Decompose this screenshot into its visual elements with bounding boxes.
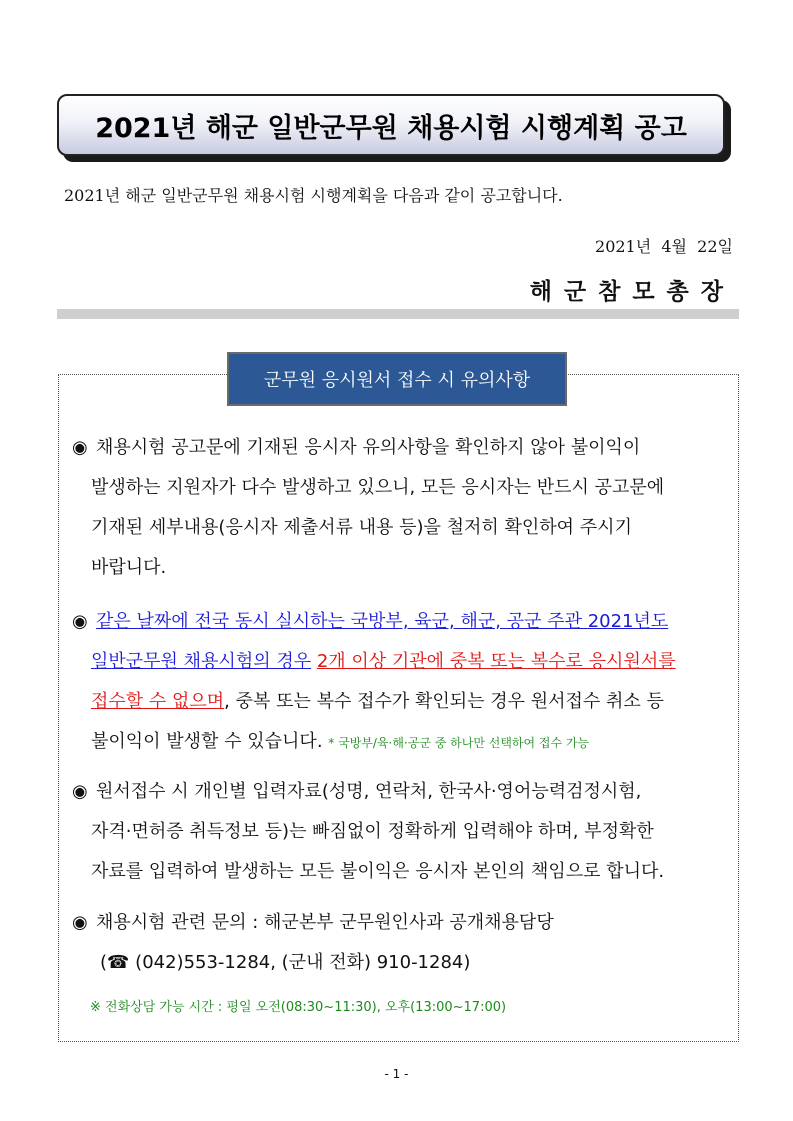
paragraph-line: ◉ 원서접수 시 개인별 입력자료(성명, 연락처, 한국사·영어능력검정시험, <box>72 772 740 812</box>
highlight-blue: 일반군무원 채용시험의 경우 <box>91 651 312 672</box>
contact-phone: (☎ (042)553-1284, (군내 전화) 910-1284) <box>100 952 471 973</box>
bullet-icon: ◉ <box>72 437 88 458</box>
divider-bar <box>57 309 739 319</box>
notice-title: 군무원 응시원서 접수 시 유의사항 <box>227 352 567 406</box>
notice-paragraph-2 <box>72 602 740 762</box>
announcement-date: 2021년 4월 22일 <box>595 237 733 256</box>
footnote: ※ 전화상담 가능 시간 : 평일 오전(08:30~11:30), 오후(13:00~17:00) <box>90 1000 507 1015</box>
notice-paragraph-3 <box>72 772 740 892</box>
title-banner <box>57 94 725 156</box>
paragraph-line: 기재된 세부내용(응시자 제출서류 내용 등)을 철저히 확인하여 주시기 <box>91 517 632 538</box>
page-title: 2021년 해군 일반군무원 채용시험 시행계획 공고 <box>57 94 725 156</box>
paragraph-line: 발생하는 지원자가 다수 발생하고 있으니, 모든 응시자는 반드시 공고문에 <box>91 477 665 498</box>
paragraph-line: 불이익이 발생할 수 있습니다. * 국방부/육·해·공군 중 하나만 선택하여 접수 가능 <box>91 731 590 752</box>
paragraph-line <box>72 602 740 642</box>
paragraph-line: ◉ 채용시험 관련 문의 : 해군본부 군무원인사과 공개채용담당 <box>72 903 740 943</box>
paragraph-line: 바랍니다. <box>91 557 167 578</box>
bullet-icon: ◉ <box>72 781 88 802</box>
paragraph-line: 자료를 입력하여 발생하는 모든 불이익은 응시자 본인의 책임으로 합니다. <box>91 861 665 882</box>
highlight-red: 접수할 수 없으며 <box>91 691 225 712</box>
notice-paragraph-4 <box>72 903 740 983</box>
highlight-blue: 같은 날짜에 전국 동시 실시하는 국방부, 육군, 해군, 공군 주관 2021년도 <box>96 611 669 632</box>
signer-name: 해군참모총장 <box>529 278 735 305</box>
page-number: - 1 - <box>384 1067 409 1081</box>
highlight-red: 2개 이상 기관에 중복 또는 복수로 응시원서를 <box>316 651 676 672</box>
paragraph-line: 접수할 수 없으며, 중복 또는 복수 접수가 확인되는 경우 원서접수 취소 등 <box>91 691 664 712</box>
bullet-icon: ◉ <box>72 611 88 632</box>
bullet-icon: ◉ <box>72 912 88 933</box>
paragraph-line: 자격·면허증 취득정보 등)는 빠짐없이 정확하게 입력해야 하며, 부정확한 <box>91 821 654 842</box>
paragraph-line: ◉ 채용시험 공고문에 기재된 응시자 유의사항을 확인하지 않아 불이익이 <box>72 428 740 468</box>
notice-paragraph-1 <box>72 428 740 588</box>
note-text: * 국방부/육·해·공군 중 하나만 선택하여 접수 가능 <box>328 736 590 750</box>
intro-text: 2021년 해군 일반군무원 채용시험 시행계획을 다음과 같이 공고합니다. <box>64 186 563 205</box>
paragraph-line <box>72 642 740 682</box>
